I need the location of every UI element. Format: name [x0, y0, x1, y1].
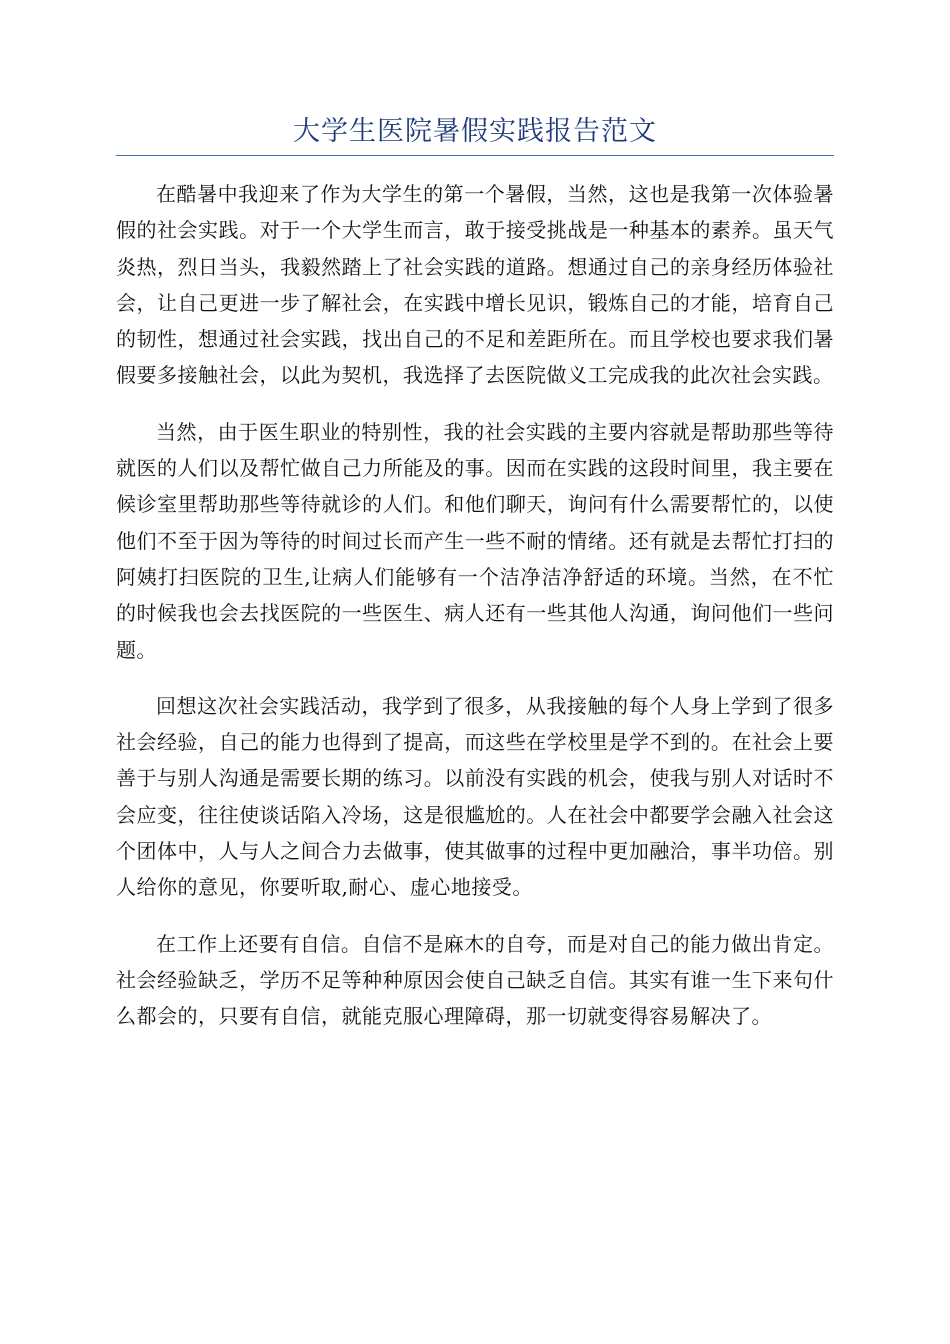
document-body: [116, 176, 834, 1055]
paragraph-2: 当然，由于医生职业的特别性，我的社会实践的主要内容就是帮助那些等待就医的人们以及帮忙做自己力所能及的事。因而在实践的这段时间里，我主要在候诊室里帮助那些等待就诊的人们。和他们聊天，询问有什么需要帮忙的，以使他们不至于因为等待的时间过长而产生一些不耐的情绪。还有就是去帮忙打扫的阿姨打扫医院的卫生,让病人们能够有一个洁净洁净舒适的环境。当然，在不忙的时候我也会去找医院的一些医生、病人还有一些其他人沟通，询问他们一些问题。: [116, 419, 834, 662]
document-title: 大学生医院暑假实践报告范文: [293, 116, 657, 147]
title-underline: [116, 155, 834, 156]
paragraph-4: 在工作上还要有自信。自信不是麻木的自夸，而是对自己的能力做出肯定。社会经验缺乏，学历不足等种种原因会使自己缺乏自信。其实有谁一生下来句什么都会的，只要有自信，就能克服心理障碍，那一切就变得容易解决了。: [116, 931, 834, 1029]
paragraph-3: 回想这次社会实践活动，我学到了很多，从我接触的每个人身上学到了很多社会经验，自己的能力也得到了提高，而这些在学校里是学不到的。在社会上要善于与别人沟通是需要长期的练习。以前没有实践的机会，使我与别人对话时不会应变，往往使谈话陷入冷场，这是很尴尬的。人在社会中都要学会融入社会这个团体中，人与人之间合力去做事，使其做事的过程中更加融洽，事半功倍。别人给你的意见，你要听取,耐心、虚心地接受。: [116, 693, 834, 900]
paragraph-1: 在酷暑中我迎来了作为大学生的第一个暑假，当然，这也是我第一次体验暑假的社会实践。对于一个大学生而言，敢于接受挑战是一种基本的素养。虽天气炎热，烈日当头，我毅然踏上了社会实践的道路。想通过自己的亲身经历体验社会，让自己更进一步了解社会，在实践中增长见识，锻炼自己的才能，培育自己的韧性，想通过社会实践，找出自己的不足和差距所在。而且学校也要求我们暑假要多接触社会，以此为契机，我选择了去医院做义工完成我的此次社会实践。: [116, 182, 834, 388]
